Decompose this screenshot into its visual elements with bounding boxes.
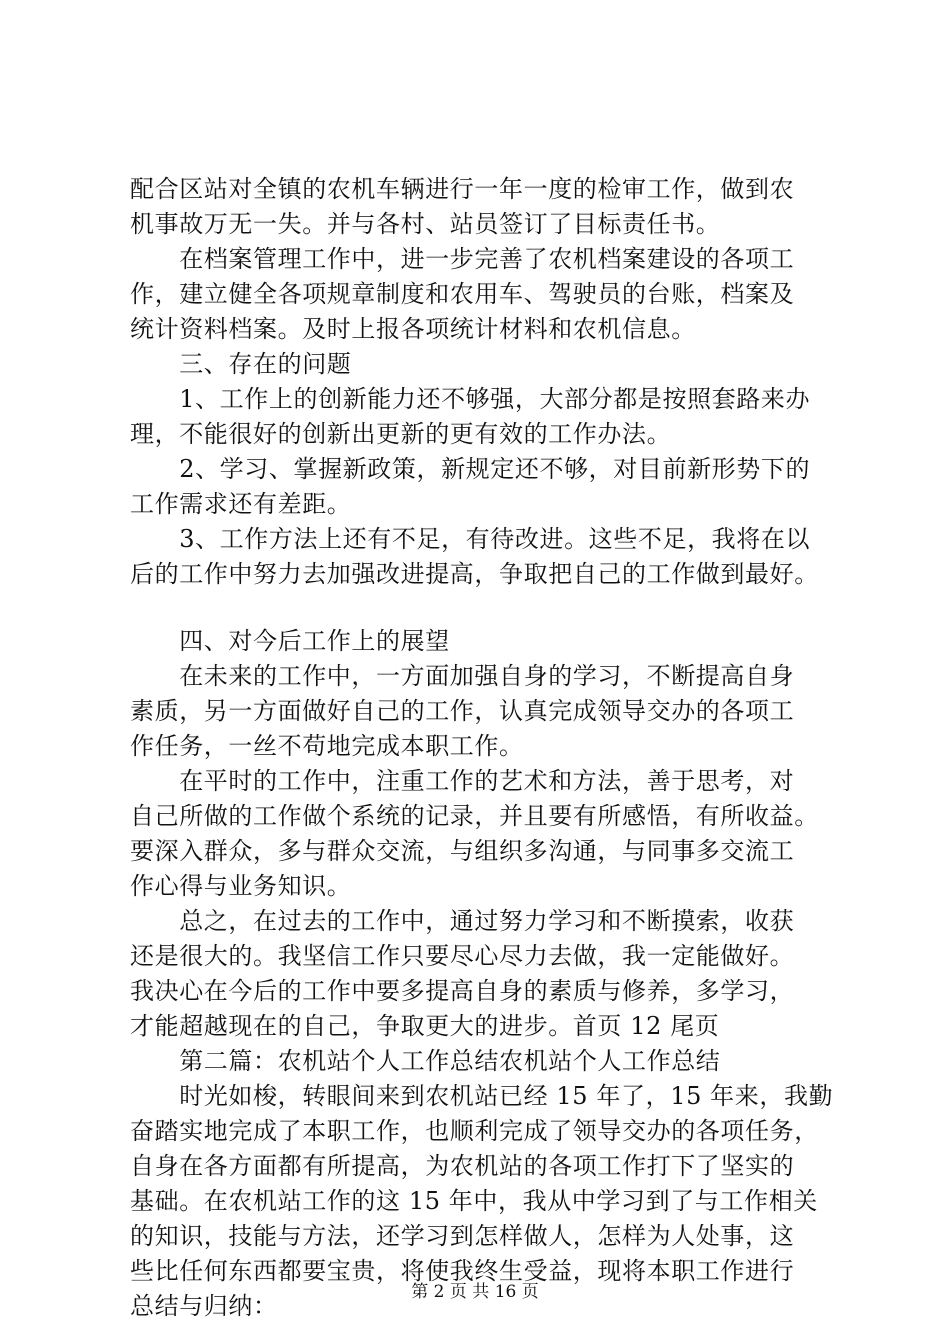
text-line: 作，建立健全各项规章制度和农用车、驾驶员的台账，档案及 xyxy=(130,280,795,308)
text-line: 自身在各方面都有所提高，为农机站的各项工作打下了坚实的 xyxy=(130,1152,795,1180)
text-line: 工作需求还有差距。 xyxy=(130,490,352,518)
text-line: 作任务，一丝不苟地完成本职工作。 xyxy=(130,732,524,760)
paragraph-gap xyxy=(130,592,850,624)
text-line: 统计资料档案。及时上报各项统计材料和农机信息。 xyxy=(130,315,696,343)
document-body xyxy=(130,172,850,1324)
text-line: 的知识，技能与方法，还学习到怎样做人，怎样为人处事，这 xyxy=(130,1222,795,1250)
section-heading: 三、存在的问题 xyxy=(130,350,352,378)
text-line: 2、学习、掌握新政策，新规定还不够，对目前新形势下的 xyxy=(130,455,811,483)
section-heading: 四、对今后工作上的展望 xyxy=(130,627,450,655)
text-line: 些比任何东西都要宝贵，将使我终生受益，现将本职工作进行 xyxy=(130,1257,795,1285)
text-line: 总之，在过去的工作中，通过努力学习和不断摸索，收获 xyxy=(130,907,795,935)
text-line: 还是很大的。我坚信工作只要尽心尽力去做，我一定能做好。 xyxy=(130,942,795,970)
text-line: 作心得与业务知识。 xyxy=(130,872,352,900)
text-line: 总结与归纳： xyxy=(130,1292,278,1320)
text-line: 时光如梭，转眼间来到农机站已经 15 年了，15 年来，我勤 xyxy=(130,1082,834,1110)
text-line: 1、工作上的创新能力还不够强，大部分都是按照套路来办 xyxy=(130,385,811,413)
article-title: 第二篇：农机站个人工作总结农机站个人工作总结 xyxy=(130,1047,721,1075)
text-line: 在平时的工作中，注重工作的艺术和方法，善于思考，对 xyxy=(130,767,795,795)
text-line: 机事故万无一失。并与各村、站员签订了目标责任书。 xyxy=(130,210,721,238)
text-line: 配合区站对全镇的农机车辆进行一年一度的检审工作，做到农 xyxy=(130,175,795,203)
text-line: 奋踏实地完成了本职工作，也顺利完成了领导交办的各项任务， xyxy=(130,1117,819,1145)
text-line: 3、工作方法上还有不足，有待改进。这些不足，我将在以 xyxy=(130,525,811,553)
text-line: 在未来的工作中，一方面加强自身的学习，不断提高自身 xyxy=(130,662,795,690)
text-line: 自己所做的工作做个系统的记录，并且要有所感悟，有所收益。 xyxy=(130,802,819,830)
text-line: 在档案管理工作中，进一步完善了农机档案建设的各项工 xyxy=(130,245,795,273)
text-line: 理，不能很好的创新出更新的更有效的工作办法。 xyxy=(130,420,672,448)
text-line: 素质，另一方面做好自己的工作，认真完成领导交办的各项工 xyxy=(130,697,795,725)
text-line: 才能超越现在的自己，争取更大的进步。首页 12 尾页 xyxy=(130,1012,720,1040)
text-line: 要深入群众，多与群众交流，与组织多沟通，与同事多交流工 xyxy=(130,837,795,865)
text-line: 我决心在今后的工作中要多提高自身的素质与修养，多学习， xyxy=(130,977,795,1005)
text-line: 后的工作中努力去加强改进提高，争取把自己的工作做到最好。 xyxy=(130,560,819,588)
page-number-footer: 第 2 页 共 16 页 xyxy=(411,1282,539,1302)
text-line: 基础。在农机站工作的这 15 年中，我从中学习到了与工作相关 xyxy=(130,1187,818,1215)
